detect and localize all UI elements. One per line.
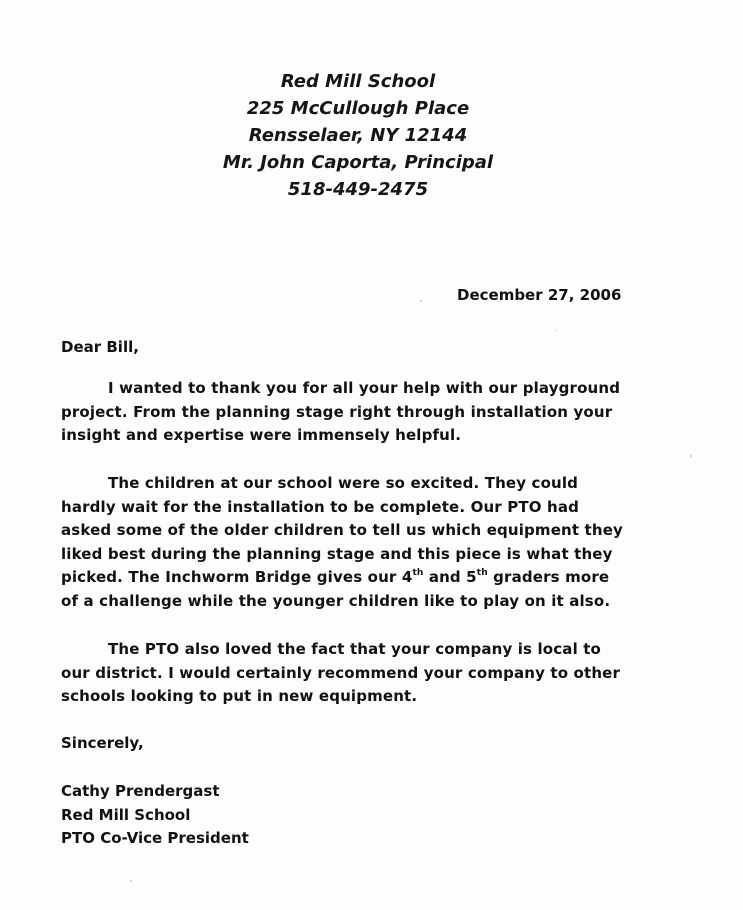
- paragraph-line: schools looking to put in new equipment.: [61, 687, 418, 705]
- paragraph-line: asked some of the older children to tell us which equipment they: [61, 521, 623, 539]
- scan-speck: [690, 455, 692, 457]
- paragraph-line: hardly wait for the installation to be complete. Our PTO had: [61, 497, 580, 516]
- paragraph-line: The PTO also loved the fact that your company is local to: [108, 640, 602, 658]
- paragraph-line: liked best during the planning stage and this piece is what they: [61, 544, 613, 563]
- line-text: picked. The Inchworm Bridge gives our 4: [61, 568, 413, 586]
- paragraph-line-with-superscripts: [61, 566, 661, 590]
- principal-line: Mr. John Caporta, Principal: [222, 152, 494, 173]
- signature-block: [61, 780, 249, 851]
- paragraph-1: [61, 377, 661, 448]
- paragraph-line: I wanted to thank you for all your help with our playground: [108, 379, 621, 397]
- paragraph-line: project. From the planning stage right through installation your: [61, 402, 613, 421]
- scan-speck: [420, 300, 422, 302]
- paragraph-line: insight and expertise were immensely helpful.: [61, 426, 462, 444]
- city-state-zip: Rensselaer, NY 12144: [248, 125, 468, 146]
- paragraph-3: [61, 638, 661, 709]
- signer-name: Cathy Prendergast: [61, 782, 220, 800]
- scan-speck: [130, 880, 132, 882]
- scan-speck: [555, 330, 557, 331]
- letterhead: [0, 68, 716, 203]
- paragraph-line: our district. I would certainly recommend your company to other: [61, 663, 621, 682]
- line-text: and 5: [423, 568, 477, 586]
- paragraph-line: The children at our school were so excited. They could: [108, 474, 579, 492]
- closing: Sincerely,: [61, 734, 144, 752]
- paragraph-line: of a challenge while the younger children like to play on it also.: [61, 591, 611, 610]
- line-text: graders more: [487, 568, 610, 586]
- ordinal-suffix: th: [476, 568, 488, 578]
- salutation: Dear Bill,: [61, 338, 139, 356]
- school-name: Red Mill School: [280, 71, 436, 92]
- paragraph-2: [61, 472, 661, 613]
- letter-date: December 27, 2006: [457, 286, 622, 304]
- ordinal-suffix: th: [412, 568, 424, 578]
- street-address: 225 McCullough Place: [246, 98, 470, 119]
- phone-number: 518-449-2475: [287, 179, 429, 200]
- signer-organization: Red Mill School: [61, 805, 191, 824]
- signer-title: PTO Co-Vice President: [61, 829, 249, 847]
